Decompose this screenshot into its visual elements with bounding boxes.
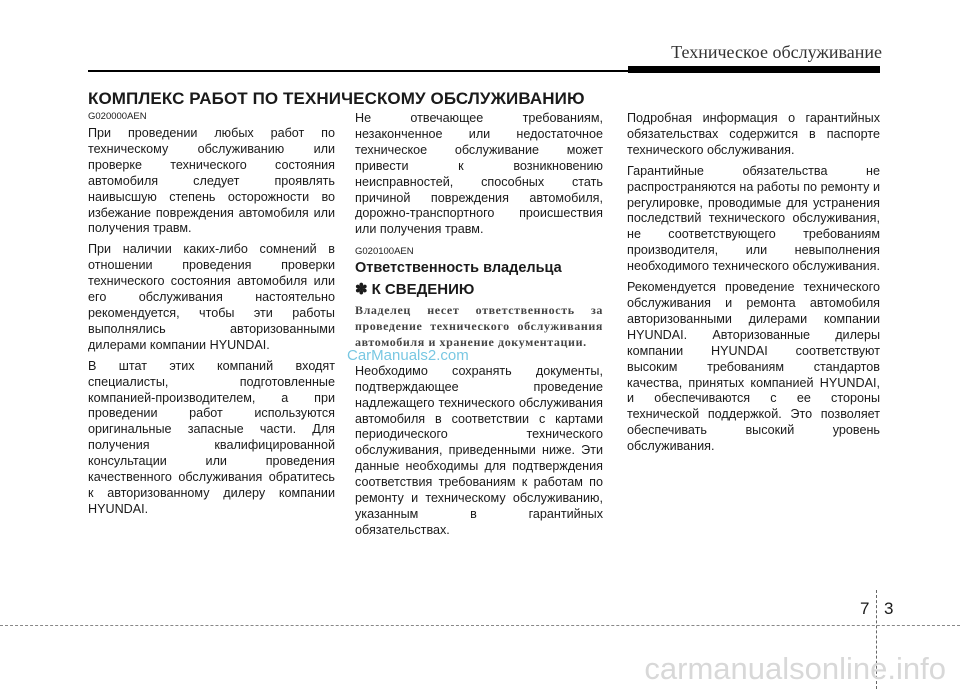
section-title: КОМПЛЕКС РАБОТ ПО ТЕХНИЧЕСКОМУ ОБСЛУЖИВАНИЮ <box>88 89 585 108</box>
notice-body: Владелец несет ответственность за проведение технического обслуживания автомобиля и хранение документации. <box>355 303 603 349</box>
paragraph: Не отвечающее требованиям, незаконченное или недостаточное техническое обслуживание может привести к возникновению неисправностей, способных стать причиной повреждения автомобиля, дорожно-транспортного происшествия или получения травм. <box>355 111 603 237</box>
running-header-title: Техническое обслуживание <box>671 42 882 62</box>
paragraph: Гарантийные обязательства не распространяются на работы по ремонту и регулировке, проводимые для устранения последствий технического обслуживания, не соответствующего требованиям производителя, или невыполнения необходимого технического обслуживания. <box>627 163 880 274</box>
column-1 <box>88 111 335 523</box>
watermark-bottom: carmanualsonline.info <box>644 651 946 686</box>
paragraph: Необходимо сохранять документы, подтверждающее проведение надлежащего технического обслуживания автомобиля в соответствии с картами периодического технического обслуживания, приведенными ниже. Эти данные необходимы для подтверждения соответствия требованиям к работам по ремонту и техническому обслуживанию, указанным в гарантийных обязательствах. <box>355 363 603 537</box>
header-bar <box>628 66 880 73</box>
notice-heading <box>355 282 603 298</box>
paragraph: В штат этих компаний входят специалисты, подготовленные компанией-производителем, а при проведении работ используются оригинальные запасные части. Для получения квалифицированной консультации или проведения качественного обслуживания обратитесь к авторизованному дилеру компании HYUNDAI. <box>88 358 335 516</box>
reference-code: G020000AEN <box>88 111 147 122</box>
page-section-number: 7 <box>860 599 870 618</box>
column-3 <box>627 111 880 460</box>
paragraph: Подробная информация о гарантийных обязательствах содержится в паспорте технического обслуживания. <box>627 111 880 157</box>
page-number: 3 <box>884 599 894 618</box>
footer-rule <box>0 625 960 626</box>
paragraph: При наличии каких-либо сомнений в отношении проведения проверки технического состояния автомобиля или его обслуживания настоятельно рекомендуется, чтобы эти работы выполнялись авторизованными дилерами компании HYUNDAI. <box>88 242 335 352</box>
column-2 <box>355 111 603 544</box>
reference-code: G020100AEN <box>355 246 414 258</box>
subheading: Ответственность владельца <box>355 260 562 277</box>
notice-heading-label: К СВЕДЕНИЮ <box>371 281 475 299</box>
header-rule <box>88 70 628 72</box>
paragraph: При проведении любых работ по техническому обслуживанию или проверке технического состояния автомобиля следует проявлять наивысшую степень осторожности во избежание повреждения автомобиля или получения травм. <box>88 126 335 236</box>
notice-star-icon: ✽ <box>355 281 368 299</box>
paragraph: Рекомендуется проведение технического обслуживания и ремонта автомобиля авторизованными дилерами компании HYUNDAI. Авторизованные дилеры компании HYUNDAI соответствуют высоким требованиям стандартов качества, принятых компанией HYUNDAI, и обеспечиваются с ее стороны технической поддержкой. Это позволяет обеспечивать высокий уровень обслуживания. <box>627 280 880 454</box>
watermark-overlay: CarManuals2.com <box>347 347 469 364</box>
